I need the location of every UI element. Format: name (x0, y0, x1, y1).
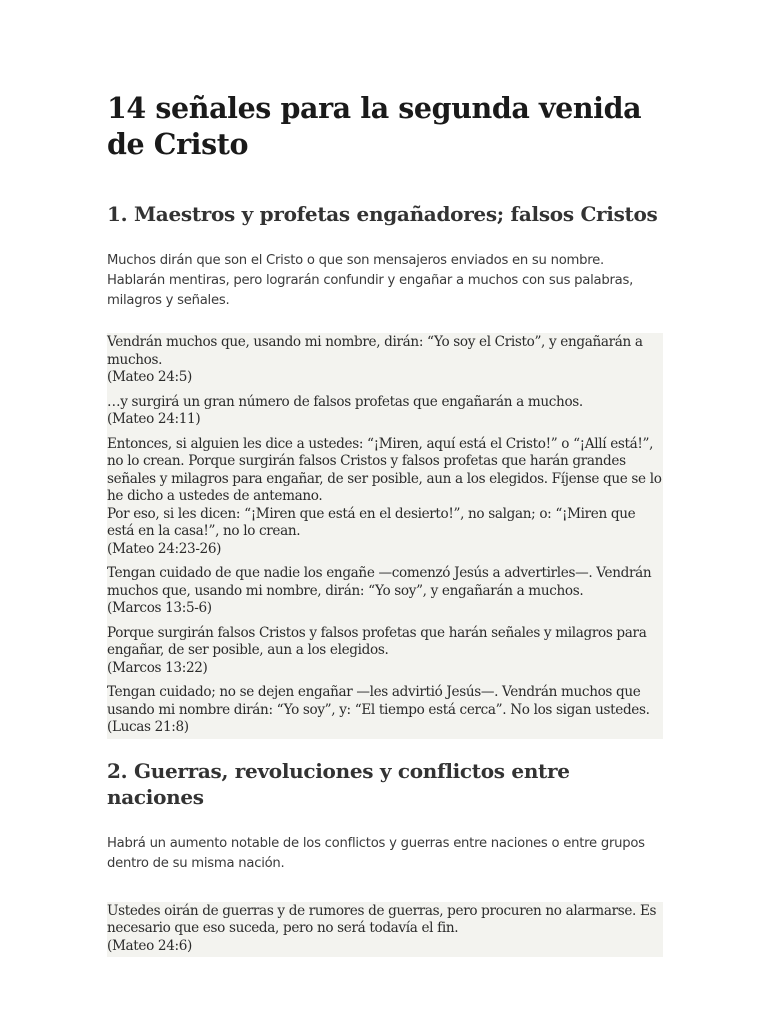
quote-text: Ustedes oirán de guerras y de rumores de guerras, pero procuren no alarmarse. Es necesario que eso suceda, pero no será todavía el fin. (107, 902, 657, 936)
scripture-quote (107, 565, 663, 618)
section-heading: 1. Maestros y profetas engañadores; falsos Cristos (107, 202, 658, 226)
quote-text: Tengan cuidado de que nadie los engañe —comenzó Jesús a advertirles—. Vendrán muchos que, usando mi nombre, dirán: “Yo soy”, y engañarán a muchos. (107, 565, 652, 599)
page-title: 14 señales para la segunda venida de Cristo (107, 91, 642, 161)
quote-reference: (Mateo 24:6) (107, 937, 192, 954)
quote-text: Entonces, si alguien les dice a ustedes: “¡Miren, aquí está el Cristo!” o “¡Allí está!”, no lo crean. Porque surgirán falsos Cristos y falsos profetas que harán grandes señales y milagros para engañar, de ser posible, aun a los elegidos. Fíjense que se lo he dicho a ustedes de antemano. (107, 435, 662, 504)
quote-reference: (Lucas 21:8) (107, 719, 189, 735)
scripture-quote (107, 436, 663, 559)
scripture-quote (107, 394, 663, 429)
section-intro: Habrá un aumento notable de los conflictos y guerras entre naciones o entre grupos dentro de su misma nación. (107, 835, 645, 871)
quote-text: Tengan cuidado; no se dejen engañar —les advirtió Jesús—. Vendrán muchos que usando mi nombre dirán: “Yo soy”, y: “El tiempo está cerca”. No los sigan ustedes. (107, 684, 650, 718)
scripture-quote (107, 625, 663, 678)
scripture-quote-box (107, 902, 663, 958)
quote-reference: (Marcos 13:5-6) (107, 600, 212, 616)
quote-text: Porque surgirán falsos Cristos y falsos profetas que harán señales y milagros para engañar, de ser posible, aun a los elegidos. (107, 624, 647, 658)
scripture-quote (107, 334, 663, 387)
document-page (107, 90, 663, 957)
quote-reference: (Marcos 13:22) (107, 659, 208, 676)
scripture-quote (107, 684, 663, 737)
quote-text: Vendrán muchos que, usando mi nombre, dirán: “Yo soy el Cristo”, y engañarán a muchos. (107, 334, 643, 368)
quote-reference: (Mateo 24:23-26) (107, 540, 222, 557)
quote-reference: (Mateo 24:5) (107, 369, 192, 385)
scripture-quote (107, 903, 663, 956)
section-intro: Muchos dirán que son el Cristo o que son mensajeros enviados en su nombre. Hablarán mentiras, pero lograrán confundir y engañar a muchos con sus palabras, milagros y señales. (107, 253, 634, 308)
quote-text: …y surgirá un gran número de falsos profetas que engañarán a muchos. (107, 393, 583, 410)
section-heading: 2. Guerras, revoluciones y conflictos entre naciones (107, 758, 570, 809)
quote-reference: (Mateo 24:11) (107, 411, 201, 427)
scripture-quote-box (107, 333, 663, 739)
quote-text: Por eso, si les dicen: “¡Miren que está en el desierto!”, no salgan; o: “¡Miren que está en la casa!”, no lo crean. (107, 505, 636, 539)
